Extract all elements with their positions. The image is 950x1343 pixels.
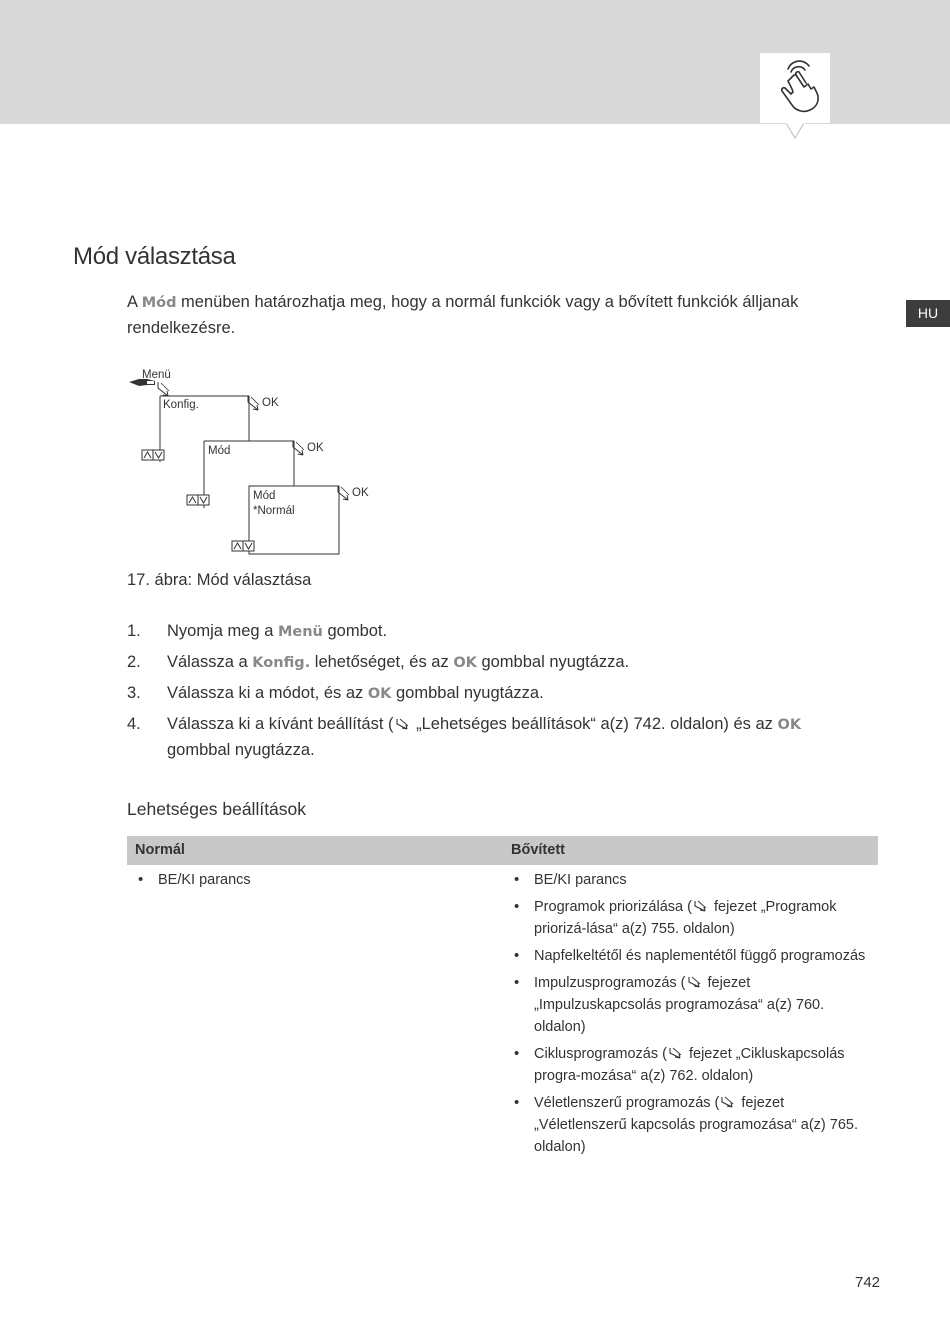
col-extended-header: Bővített [511,842,565,858]
page-number: 742 [855,1274,881,1291]
page-title: Mód választása [73,243,236,270]
list-item: • BE/KI parancs [511,869,871,891]
list-item: • Véletlenszerű programozás ( fejezet „Véletlenszerű kapcsolás programozása“ a(z) 765. oldalon) [511,1092,871,1158]
reference-arrow-icon [396,718,410,730]
keyword-mod: Mód [141,295,177,311]
list-item: • Impulzusprogramozás ( fejezet „Impulzuskapcsolás programozása“ a(z) 760. oldalon) [511,972,871,1038]
extended-mode-list [511,869,871,1163]
list-item: • Programok priorizálása ( fejezet „Programok priorizá-lása“ a(z) 755. oldalon) [511,896,871,940]
keyword-ok: OK [367,686,392,702]
reference-arrow-icon [688,976,702,988]
chapter-link[interactable]: fejezet „Cikluskapcsolás progra-mozása“ a(z) 762. oldalon) [534,1046,845,1084]
step-item: 1. Nyomja meg a Menü gombot. [127,622,388,640]
menu-diagram [125,362,385,562]
reference-arrow-icon [721,1096,735,1108]
chapter-link[interactable]: fejezet „Impulzuskapcsolás programozása“ a(z) 760. oldalon) [534,975,825,1035]
intro-paragraph: A Mód menüben határozhatja meg, hogy a normál funkciók vagy a bővített funkciók álljanak rendelkezésre. [127,293,799,337]
keyword-konfig: Konfig. [252,655,311,671]
step-item: 2. Válassza a Konfig. lehetőséget, és az OK gombbal nyugtázza. [127,653,630,671]
diagram-ok-label-3: OK [352,487,369,499]
col-normal-header: Normál [135,842,185,858]
diagram-box1-label: Konfig. [163,399,199,411]
diagram-ok-label-1: OK [262,397,279,409]
keyword-menu: Menü [277,624,323,640]
step-item: 4. Válassza ki a kívánt beállítást ( „Lehetséges beállítások“ a(z) 742. oldalon) és az OK gombbal nyugtázza. [127,715,802,759]
list-item: • Napfelkeltétől és naplementétől függő programozás [511,945,871,967]
chapter-link[interactable]: fejezet „Véletlenszerű kapcsolás programozása“ a(z) 765. oldalon) [534,1095,858,1155]
keyword-ok: OK [453,655,477,671]
touch-hand-icon [760,53,830,123]
table-header [127,836,878,865]
step-link[interactable]: „Lehetséges beállítások“ a(z) 742. oldalon) és az [411,715,778,733]
callout-pointer [786,123,804,139]
figure-caption: 17. ábra: Mód választása [127,571,312,589]
diagram-box3-line2: *Normál [253,505,295,517]
diagram-ok-label-2: OK [307,442,324,454]
diagram-menu-label: Menü [142,369,171,381]
diagram-box3-line1: Mód [253,490,276,502]
reference-arrow-icon [669,1047,683,1059]
language-tab: HU [906,300,950,327]
diagram-box2-label: Mód [208,445,231,457]
step-item: 3. Válassza ki a módot, és az OK gombbal nyugtázza. [127,684,544,702]
list-item: • Ciklusprogramozás ( fejezet „Cikluskapcsolás progra-mozása“ a(z) 762. oldalon) [511,1043,871,1087]
reference-arrow-icon [694,900,708,912]
section-title: Lehetséges beállítások [127,799,307,819]
steps-list [127,619,857,768]
chapter-link[interactable]: fejezet „Programok priorizá-lása“ a(z) 755. oldalon) [534,899,837,937]
normal-mode-list [135,869,475,896]
list-item: • BE/KI parancs [135,869,475,891]
keyword-ok: OK [777,717,802,733]
